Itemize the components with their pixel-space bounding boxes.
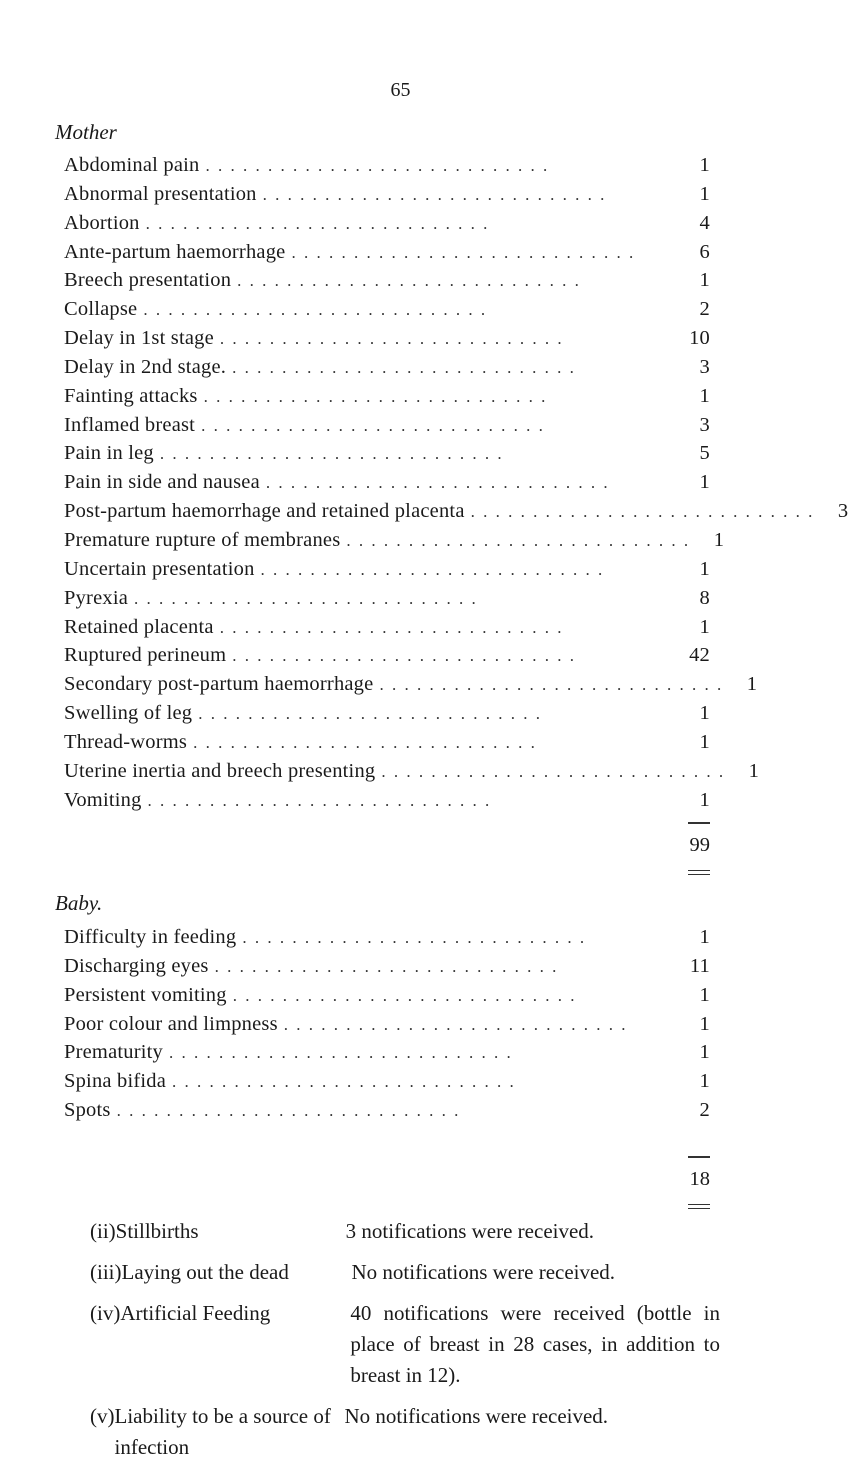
row-label: Prematurity (64, 1041, 163, 1064)
mother-row (64, 356, 710, 385)
dot-leader: . . . . . . . . . . . . . . . . . . . . . . . . . . . . (172, 1072, 516, 1092)
mother-row (64, 558, 710, 587)
row-value: 1 (699, 983, 710, 1006)
row-value: 1 (748, 759, 760, 782)
row-label: Breech presentation (64, 269, 232, 292)
dot-leader: . . . . . . . . . . . . . . . . . . . . . . . . . . . . (214, 956, 559, 976)
dot-leader: . . . . . . . . . . . . . . . . . . . . . . . . . . . . (159, 444, 504, 464)
dot-leader: . . . . . . . . . . . . . . . . . . . . . . . . . . . . (265, 473, 610, 493)
baby-row (64, 1099, 710, 1128)
row-label: Ruptured perineum (64, 644, 227, 667)
row-value: 10 (689, 327, 710, 350)
row-value: 5 (699, 442, 710, 465)
total-double-rule (688, 1204, 710, 1209)
mother-row (64, 702, 710, 731)
dot-leader: . . . . . . . . . . . . . . . . . . . . . . . . . . . . (262, 184, 607, 204)
dot-leader: . . . . . . . . . . . . . . . . . . . . . . . . . . . . (134, 588, 478, 608)
dot-leader: . . . . . . . . . . . . . . . . . . . . . . . . . . . . (283, 1014, 628, 1034)
note-text: No notifications were received. (351, 1260, 616, 1284)
dot-leader: . . . . . . . . . . . . . . . . . . . . . . . . . . . . (205, 156, 550, 175)
baby-table (64, 926, 710, 1128)
mother-row (64, 269, 710, 298)
note-number: (ii) (90, 1219, 116, 1243)
row-value: 1 (746, 673, 758, 696)
dot-leader: . . . . . . . . . . . . . . . . . . . . . . . . . . . . (198, 704, 543, 724)
row-value: 1 (699, 615, 710, 638)
row-value: 2 (699, 1099, 710, 1122)
mother-row (64, 673, 758, 702)
baby-total: 18 (689, 1168, 710, 1190)
baby-row (64, 1041, 710, 1070)
note-text: No notifications were received. (344, 1404, 609, 1428)
note-text: 40 notifications were received (bottle in place of breast in 28 cases, in addition to breast in 12). (350, 1301, 720, 1387)
row-value: 1 (699, 1041, 710, 1064)
row-label: Secondary post-partum haemorrhage (64, 673, 374, 696)
row-value: 11 (689, 954, 710, 977)
row-label: Swelling of leg (64, 702, 193, 725)
note-heading: Artificial Feeding (120, 1301, 271, 1325)
mother-row (64, 154, 710, 183)
mother-row (64, 212, 710, 241)
dot-leader: . . . . . . . . . . . . . . . . . . . . . . . . . . . . (143, 300, 488, 320)
mother-row (64, 759, 760, 789)
row-label: Persistent vomiting (64, 983, 227, 1006)
row-value: 1 (699, 269, 710, 292)
row-value: 1 (699, 557, 710, 580)
note-artificial-feeding (90, 1298, 720, 1391)
page-number: 65 (390, 79, 411, 101)
mother-row (64, 528, 725, 558)
dot-leader: . . . . . . . . . . . . . . . . . . . . . . . . . . . . (201, 415, 545, 435)
row-label: Collapse (64, 298, 138, 321)
row-label: Post-partum haemorrhage and retained placenta (64, 500, 465, 523)
total-double-rule (688, 870, 710, 875)
mother-row (64, 789, 710, 818)
row-label: Pain in leg (64, 442, 154, 465)
dot-leader: . . . . . . . . . . . . . . . . . . . . . . . . . . . . (232, 985, 577, 1005)
mother-row (64, 298, 710, 327)
row-label: Abortion (64, 211, 140, 234)
dot-leader: . . . . . . . . . . . . . . . . . . . . . . . . . . . . (219, 617, 564, 637)
dot-leader: . . . . . . . . . . . . . . . . . . . . . . . . . . . . (242, 928, 587, 947)
row-value: 3 (699, 355, 710, 378)
baby-row (64, 1070, 710, 1099)
row-label: Delay in 1st stage (64, 327, 214, 350)
dot-leader: . . . . . . . . . . . . . . . . . . . . . . . . . . . . (470, 502, 815, 522)
mother-row (64, 587, 710, 616)
row-label: Uncertain presentation (64, 557, 255, 580)
row-value: 1 (699, 384, 710, 407)
mother-row (64, 442, 710, 471)
row-label: Fainting attacks (64, 384, 198, 407)
dot-leader: . . . . . . . . . . . . . . . . . . . . . . . . . . . . (145, 213, 490, 233)
baby-row (64, 1013, 710, 1042)
row-label: Abnormal presentation (64, 182, 257, 205)
note-stillbirths (90, 1216, 720, 1247)
row-label: Discharging eyes (64, 954, 209, 977)
subtotal-rule (688, 822, 710, 824)
note-heading: Liability to be a source of infection (114, 1404, 331, 1459)
mother-row (64, 616, 710, 645)
mother-row (64, 471, 710, 500)
row-value: 1 (699, 730, 710, 753)
row-label: Pain in side and nausea (64, 471, 260, 494)
mother-row (64, 414, 710, 443)
row-value: 42 (689, 644, 710, 667)
note-text: 3 notifications were received. (345, 1219, 595, 1243)
notes-list (90, 1216, 720, 1473)
dot-leader: . . . . . . . . . . . . . . . . . . . . . . . . . . . . (116, 1101, 461, 1121)
row-value: 1 (699, 154, 710, 176)
dot-leader: . . . . . . . . . . . . . . . . . . . . . . . . . . . . (219, 329, 564, 349)
row-label: Premature rupture of membranes (64, 528, 341, 551)
dot-leader: . . . . . . . . . . . . . . . . . . . . . . . . . . . . (379, 675, 724, 695)
mother-row (64, 644, 710, 673)
dot-leader: . . . . . . . . . . . . . . . . . . . . . . . . . . . . (260, 559, 605, 579)
row-label: Spina bifida (64, 1070, 167, 1093)
row-label: Uterine inertia and breech presenting (64, 759, 376, 782)
row-label: Thread-worms (64, 730, 188, 753)
mother-row (64, 183, 710, 212)
dot-leader: . . . . . . . . . . . . . . . . . . . . . . . . . . . . (381, 761, 726, 781)
dot-leader: . . . . . . . . . . . . . . . . . . . . . . . . . . . . (193, 732, 537, 752)
dot-leader: . . . . . . . . . . . . . . . . . . . . . . . . . . . . (169, 1043, 513, 1063)
note-number: (iii) (90, 1260, 122, 1284)
note-laying-out (90, 1257, 720, 1288)
row-value: 4 (699, 211, 710, 234)
row-label: Retained placenta (64, 615, 214, 638)
row-label: Abdominal pain (64, 154, 200, 176)
mother-row (64, 731, 710, 760)
row-label: Pyrexia (64, 586, 129, 609)
row-label: Inflamed breast (64, 413, 196, 436)
note-number: (iv) (90, 1301, 121, 1325)
mother-row (64, 385, 710, 414)
note-liability (90, 1401, 720, 1463)
baby-total-block (600, 1140, 710, 1210)
subtotal-rule (688, 1156, 710, 1158)
dot-leader: . . . . . . . . . . . . . . . . . . . . . . . . . . . . (291, 242, 636, 262)
mother-row (64, 500, 848, 529)
row-label: Poor colour and limpness (64, 1012, 278, 1035)
row-label: Difficulty in feeding (64, 926, 237, 948)
dot-leader: . . . . . . . . . . . . . . . . . . . . . . . . . . . . (237, 271, 581, 291)
mother-table (64, 154, 848, 817)
row-value: 1 (713, 528, 725, 551)
row-value: 1 (699, 788, 710, 811)
row-value: 8 (699, 586, 710, 609)
note-heading: Stillbirths (115, 1219, 199, 1243)
note-number: (v) (90, 1404, 115, 1428)
mother-total: 99 (689, 834, 710, 856)
row-value: 3 (837, 500, 848, 523)
baby-row (64, 955, 710, 984)
dot-leader: . . . . . . . . . . . . . . . . . . . . . . . . . . . . (346, 530, 691, 550)
dot-leader: . . . . . . . . . . . . . . . . . . . . . . . . . . . . (203, 386, 548, 406)
row-label: Vomiting (64, 788, 142, 811)
row-value: 1 (699, 702, 710, 725)
row-value: 6 (699, 240, 710, 263)
note-heading: Laying out the dead (121, 1260, 289, 1284)
baby-section-title: Baby. (55, 891, 103, 915)
mother-section-title: Mother (55, 120, 117, 144)
row-value: 2 (699, 298, 710, 321)
baby-row (64, 926, 710, 955)
row-value: 1 (699, 471, 710, 494)
mother-total-block (600, 820, 710, 880)
row-label: Delay in 2nd stage. (64, 355, 227, 378)
mother-row (64, 327, 710, 356)
row-value: 1 (699, 926, 710, 948)
baby-row (64, 984, 710, 1013)
row-value: 1 (699, 1012, 710, 1035)
row-value: 3 (699, 413, 710, 436)
mother-row (64, 241, 710, 270)
row-label: Spots (64, 1099, 111, 1122)
dot-leader: . . . . . . . . . . . . . . . . . . . . . . . . . . . . (232, 357, 576, 377)
dot-leader: . . . . . . . . . . . . . . . . . . . . . . . . . . . . (147, 790, 492, 810)
row-value: 1 (699, 182, 710, 205)
row-value: 1 (699, 1070, 710, 1093)
dot-leader: . . . . . . . . . . . . . . . . . . . . . . . . . . . . (232, 646, 576, 666)
row-label: Ante-partum haemorrhage (64, 240, 286, 263)
